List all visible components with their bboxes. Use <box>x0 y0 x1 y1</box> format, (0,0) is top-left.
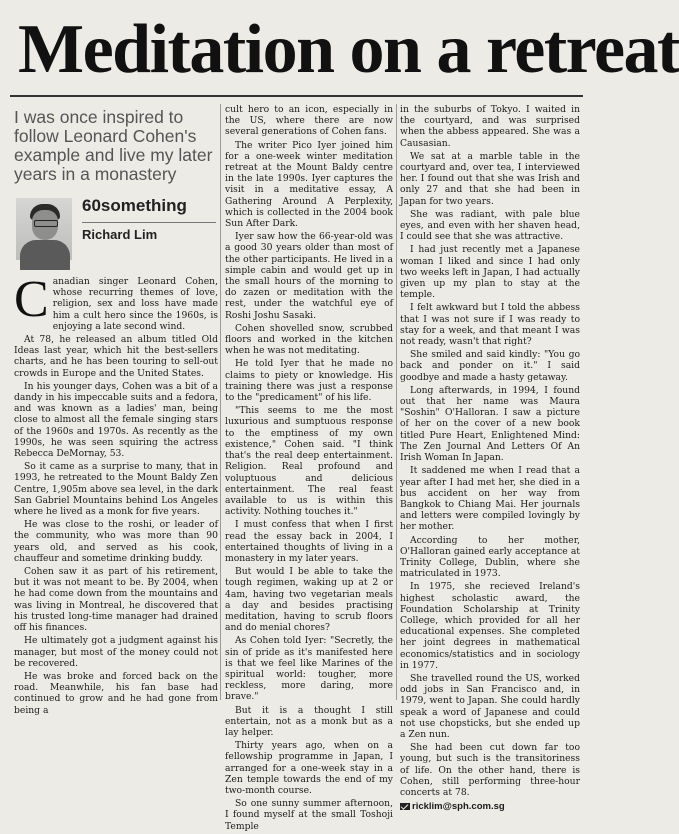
headline: Meditation on a retreat <box>18 11 679 88</box>
mail-icon <box>400 803 410 810</box>
paragraph: At 78, he released an album titled Old Ideas last year, which hit the best-sellers charts, and he has been touring to sell-out crowds in Europe and the United States. <box>14 334 218 379</box>
author-photo <box>16 198 72 260</box>
paragraph: Iyer saw how the 66-year-old was a good 30 years older than most of the other participants. He lived in a simple cabin and would get up in the small hours of the morning to do zazen or meditation with the rest, under the watchful eye of Roshi Joshu Sasaki. <box>225 231 393 321</box>
byline <box>14 192 218 270</box>
paragraph: anadian singer Leonard Cohen, whose recurring themes of love, religion, sex and loss have made him a cult hero since the 1960s, is enjoying a late second wind. <box>52 276 218 332</box>
paragraph: So it came as a surprise to many, that in 1993, he retreated to the Mount Baldy Zen Centre, 1,905m above sea level, in the dark San Gabriel Mountains behind Los Angeles where he lived as a monk for five years. <box>14 461 218 518</box>
paragraph: But would I be able to take the tough regimen, waking up at 2 or 4am, having two vegetarian meals a day and besides practising meditation, having to scrub floors and do menial chores? <box>225 566 393 634</box>
paragraph: I had just recently met a Japanese woman I liked and since I had only two weeks left in Japan, I had actually given up my plan to stay at the temple. <box>400 244 580 301</box>
paragraph: He told Iyer that he made no claims to piety or knowledge. His training there was just a response to the "predicament" of his life. <box>225 358 393 404</box>
headline-rule <box>10 95 583 97</box>
paragraph: He was close to the roshi, or leader of the community, who was more than 90 years old, and served as his cook, chauffeur and sometime drinking buddy. <box>14 519 218 564</box>
paragraph: According to her mother, O'Halloran gained early acceptance at Trinity College, Dublin, where she matriculated in 1973. <box>400 534 580 580</box>
author-email[interactable] <box>400 801 580 812</box>
paragraph: But it is a thought I still entertain, not as a monk but as a lay helper. <box>225 704 393 738</box>
column-1 <box>14 104 218 718</box>
paragraph: in the suburbs of Tokyo. I waited in the courtyard, and was surprised when the abbess appeared. She was a Causasian. <box>400 104 580 149</box>
paragraph: Cohen saw it as part of his retirement, but it was not meant to be. By 2004, when he had come down from the mountains and was living in Montreal, he discovered that his trusted long-time manager had drained off his finances. <box>14 566 218 634</box>
body-col1 <box>14 271 218 716</box>
paragraph: She was radiant, with pale blue eyes, and even with her shaven head, I could see that she was attractive. <box>400 208 580 243</box>
paragraph: "This seems to me the most luxurious and sumptuous response to the emptiness of my own existence," Cohen said. "I think that's the real deep entertainment. Religion. Real profound and voluptuous and delicious entertainment. The real feast available to us is within this activity. Nothing touches it." <box>225 405 393 518</box>
column-divider <box>220 104 221 700</box>
column-divider <box>396 104 397 700</box>
paragraph: In his younger days, Cohen was a bit of a dandy in his impeccable suits and a fedora, and was known as a ladies' man, being close to almost all the female singing stars of the 1960s and 1970s. As recently as the 1990s, he was seen squiring the actress Rebecca DeMornay, 53. <box>14 380 218 460</box>
paragraph: Long afterwards, in 1994, I found out that her name was Maura "Soshin" O'Halloran. I saw a picture of her on the cover of a new book titled Pure Heart, Enlightened Mind: The Zen Journal And Letters Of An Irish Woman In Japan. <box>400 384 580 464</box>
paragraph: In 1975, she recieved Ireland's highest scholastic award, the Foundation Scholarship at Trinity College, which provided for all her educational expenses. She completed her joint degrees in mathematical economics/statistics and in sociology in 1977. <box>400 581 580 671</box>
paragraph: cult hero to an icon, especially in the US, where there are now several generations of Cohen fans. <box>225 104 393 138</box>
author-name: Richard Lim <box>82 227 158 242</box>
paragraph: Cohen shovelled snow, scrubbed floors and worked in the kitchen when he was not meditating. <box>225 322 393 357</box>
paragraph: As Cohen told Iyer: "Secretly, the sin of pride as it's manifested here is that we feel like Marines of the spiritual world: tougher, more reckless, more daring, more brave." <box>225 635 393 703</box>
deck: I was once inspired to follow Leonard Cohen's example and live my later years in a monastery <box>14 107 213 184</box>
paragraph: She smiled and said kindly: "You go back and ponder on it." I said goodbye and made a hasty getaway. <box>400 349 580 383</box>
column-name: 60something <box>82 196 187 215</box>
email-text[interactable]: ricklim@sph.com.sg <box>412 801 505 813</box>
paragraph: He ultimately got a judgment against his manager, but most of the money could not be recovered. <box>14 635 218 669</box>
paragraph: We sat at a marble table in the courtyard and, over tea, I interviewed her. I found out that she was Irish and only 27 and that she had been in Japan for two years. <box>400 150 580 207</box>
paragraph: It saddened me when I read that a year after I had met her, she died in a bus accident on her way from Bangkok to Chiang Mai. Her journals and letters were compiled lovingly by her mother. <box>400 465 580 533</box>
paragraph: So one sunny summer afternoon, I found myself at the small Toshoji Temple <box>225 798 393 832</box>
byline-rule <box>82 222 216 223</box>
paragraph: He was broke and forced back on the road. Meanwhile, his fan base had continued to grow and he had gone from being a <box>14 670 218 716</box>
paragraph: Thirty years ago, when on a fellowship programme in Japan, I arranged for a one-week stay in a Zen temple towards the end of my two-month course. <box>225 740 393 796</box>
paragraph: The writer Pico Iyer joined him for a one-week winter meditation retreat at the Mount Baldy centre in the late 1990s. Iyer captures the visit in a meditative essay, A Gathering Around A Perplexity, which is collected in the 2004 book Sun After Dark. <box>225 139 393 230</box>
paragraph: I must confess that when I first read the essay back in 2004, I entertained thoughts of living in a monastery in my later years. <box>225 519 393 564</box>
column-3 <box>400 104 580 812</box>
column-2 <box>225 104 393 834</box>
paragraph: She had been cut down far too young, but such is the transitoriness of life. On the other hand, there is Cohen, still performing three-hour concerts at 78. <box>400 742 580 798</box>
drop-cap: C <box>14 271 49 328</box>
paragraph: She travelled round the US, worked odd jobs in San Francisco and, in 1979, went to Japan. She could hardly speak a word of Japanese and could not use chopsticks, but she ended up a Zen nun. <box>400 672 580 740</box>
paragraph: I felt awkward but I told the abbess that I was not sure if I was ready to stay for a week, and that meant I was not ready, wasn't that right? <box>400 302 580 348</box>
